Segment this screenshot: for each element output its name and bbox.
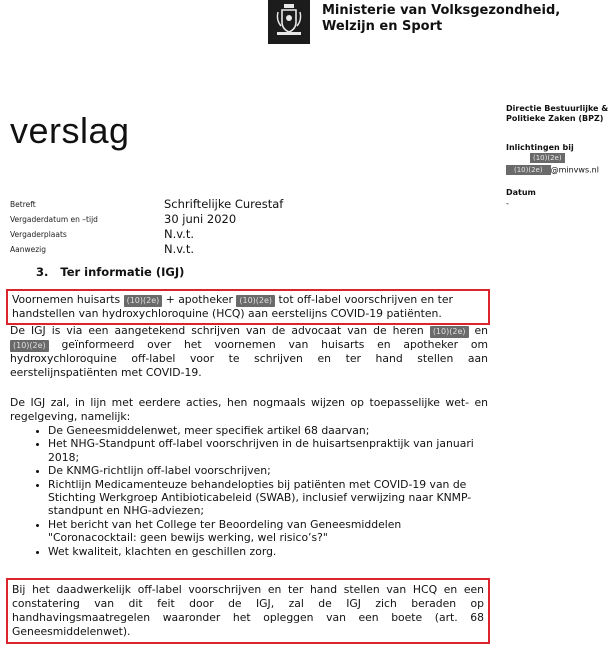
para1-text: en	[468, 324, 489, 337]
paragraph-regulations	[10, 396, 488, 558]
ministry-logo	[268, 0, 310, 44]
list-item: • Het NHG-Standpunt off-label voorschrijven in de huisartsenpraktijk van januari 2018;	[48, 437, 488, 464]
datum-label: Datum	[506, 188, 536, 197]
document-title: verslag	[10, 110, 130, 151]
ministry-line-2: Welzijn en Sport	[322, 19, 443, 34]
vergaderplaats-label: Vergaderplaats	[10, 230, 67, 239]
datum-tijd-label: Vergaderdatum en –tijd	[10, 215, 98, 224]
redaction-mark: (10)(2e)	[124, 295, 163, 307]
aanwezig-value: N.v.t.	[164, 242, 194, 256]
ministry-name	[322, 3, 560, 35]
info-label: Inlichtingen bij	[506, 143, 574, 152]
coat-of-arms-icon	[275, 3, 303, 37]
box1-text: Voornemen huisarts	[12, 293, 124, 306]
dept-line-1: Directie Bestuurlijke &	[506, 104, 609, 113]
highlight-box-enforcement: Bij het daadwerkelijk off-label voorschrijven en ter hand stellen van HCQ en een constatering van dit feit door de IGJ, zal de IGJ zich beraden op handhavingsmaatregelen waaronder het opleggen van een boete (art. 68 Geneesmiddelenwet).	[6, 578, 490, 644]
info-redaction-1	[530, 153, 565, 163]
redaction-mark: (10)(2e)	[530, 153, 565, 163]
datum-value: -	[506, 199, 509, 208]
para1-text: geïnformeerd over het voornemen van huisarts en apotheker om hydroxychloroquine off-label voor te schrijven en ter hand stellen aan eerstelijnspatiënten met COVID-19.	[10, 338, 488, 379]
redaction-mark: (10)(2e)	[236, 295, 275, 307]
highlight-box-topic	[6, 289, 490, 325]
para1-text: De IGJ is via een aangetekend schrijven van de advocaat van de heren	[10, 324, 430, 337]
regulations-list	[10, 424, 488, 558]
paragraph-igj-informed	[10, 324, 488, 380]
list-item: • Het bericht van het College ter Beoordeling van Geneesmiddelen "Coronacocktail: geen bewijs werking, wel risico’s?"	[48, 518, 488, 545]
redaction-mark: (10)(2e)	[430, 326, 469, 338]
section-heading: 3. Ter informatie (IGJ)	[36, 265, 185, 279]
email-suffix: @minvws.nl	[550, 165, 599, 175]
box1-text: + apotheker	[162, 293, 237, 306]
betreft-value: Schriftelijke Curestaf	[164, 197, 284, 211]
list-item: • De KNMG-richtlijn off-label voorschrijven;	[48, 464, 488, 477]
betreft-label: Betreft	[10, 200, 36, 209]
box1-text: tot off-label voorschrijven en ter handstellen van hydroxychloroquine (HCQ) aan eerstelijns COVID-19 patiënten.	[12, 293, 453, 320]
redaction-mark: (10)(2e)	[10, 340, 49, 352]
datum-tijd-value: 30 juni 2020	[164, 212, 237, 226]
list-item: • Richtlijn Medicamenteuze behandelopties bij patiënten met COVID-19 van de Stichting Werkgroep Antibioticabeleid (SWAB), inclusief verwijzing naar KNMP-standpunt en NHG-adviezen;	[48, 478, 488, 518]
list-item: • De Geneesmiddelenwet, meer specifiek artikel 68 daarvan;	[48, 424, 488, 437]
ministry-line-1: Ministerie van Volksgezondheid,	[322, 3, 561, 18]
info-email	[506, 165, 599, 175]
vergaderplaats-value: N.v.t.	[164, 227, 194, 241]
regulations-intro: De IGJ zal, in lijn met eerdere acties, hen nogmaals wijzen op toepasselijke wet- en regelgeving, namelijk:	[10, 396, 488, 423]
department	[506, 104, 614, 124]
redaction-mark: (10)(2e)	[506, 165, 551, 175]
dept-line-2: Politieke Zaken (BPZ)	[506, 114, 604, 123]
list-item: • Wet kwaliteit, klachten en geschillen zorg.	[48, 545, 488, 558]
aanwezig-label: Aanwezig	[10, 245, 47, 254]
